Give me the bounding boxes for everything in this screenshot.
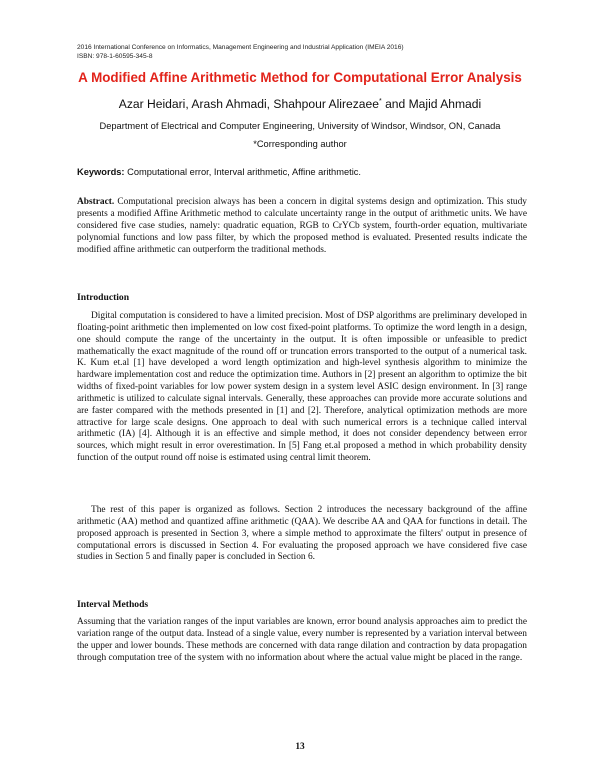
keywords [77,167,527,177]
authors-part-2: and Majid Ahmadi [381,97,482,111]
authors-part-1: Azar Heidari, Arash Ahmadi, Shahpour Alirezaee [118,97,379,111]
conference-header [77,44,527,62]
isbn: ISBN: 978-1-60595-345-8 [77,52,153,60]
paper-title: A Modified Affine Arithmetic Method for Computational Error Analysis [78,70,522,85]
affiliation: Department of Electrical and Computer Engineering, University of Windsor, Windsor, ON, Canada [99,121,501,131]
conference-name: 2016 International Conference on Informatics, Management Engineering and Industrial Application (IMEIA 2016) [77,44,404,51]
author-list [0,97,600,111]
abstract-text: Computational precision always has been a concern in digital systems design and optimization. This study presents a modified Affine Arithmetic method to calculate uncertainty range in the output of arithmetic units. We have considered five case studies, namely: quadratic equation, RGB to CrYCb system, fourth-order equation, multivariate polynomial functions and low pass filter, by which the proposed method is evaluated. Presented results indicate the modified affine arithmetic can outperform the traditional methods. [77,197,527,255]
keywords-label: Keywords: [77,167,125,177]
section-heading-introduction: Introduction [77,292,130,303]
abstract-label: Abstract. [77,197,115,207]
introduction-paragraph-2: The rest of this paper is organized as follows. Section 2 introduces the necessary background of the affine arithmetic (AA) method and quantized affine arithmetic (QAA). We describe AA and QAA for functions in detail. The proposed approach is presented in Section 3, where a simple method to approximate the filters' output in presence of computational errors is discussed in Section 4. For evaluating the proposed approach we have considered five case studies in Section 5 and finally paper is concluded in Section 6. [77,505,527,563]
corresponding-author-note: *Corresponding author [253,139,347,149]
keywords-text: Computational error, Interval arithmetic, Affine arithmetic. [124,167,362,177]
corresponding-mark: * [378,98,382,105]
introduction-paragraph-1: Digital computation is considered to have a limited precision. Most of DSP algorithms are preliminary developed in floating-point arithmetic then implemented on low cost fixed-point platforms. To optimize the word length in a design, one should compute the range of the uncertainty in the output. It is often impossible or unfeasible to predict mathematically the exact magnitude of the round off or truncation errors transported to the output of a numerical task. K. Kum et.al [1] have developed a word length optimization and high-level synthesis algorithm to minimize the hardware implementation cost and reduce the optimization time. Authors in [2] present an algorithm to optimize the bit widths of fixed-point variables for low power system design in a system level ASIC design environment. In [3] range arithmetic is utilized to calculate signal intervals. Generally, these approaches can provide more accurate solutions and are faster compared with the methods presented in [1] and [2]. Therefore, analytical optimization methods are more attractive for large scale designs. One approach to deal with such numerical errors is a technique called interval arithmetic (IA) [4]. Although it is an effective and simple method, it does not consider dependency between error sources, which might result in error overestimation. In [5] Fang et.al proposed a method in which probability density function of the output round off noise is estimated using central limit theorem. [77,311,527,464]
section-heading-interval-methods: Interval Methods [77,599,149,610]
interval-methods-paragraph: Assuming that the variation ranges of the input variables are known, error bound analysis approaches aim to predict the variation range of the output data. Instead of a single value, every number is represented by a variation interval between the upper and lower bounds. These methods are concerned with data range dilation and contraction by data propagation through computation tree of the system with no information about where the actual value might be placed in the range. [77,617,527,663]
abstract [77,196,527,256]
page-number: 13 [295,742,305,752]
